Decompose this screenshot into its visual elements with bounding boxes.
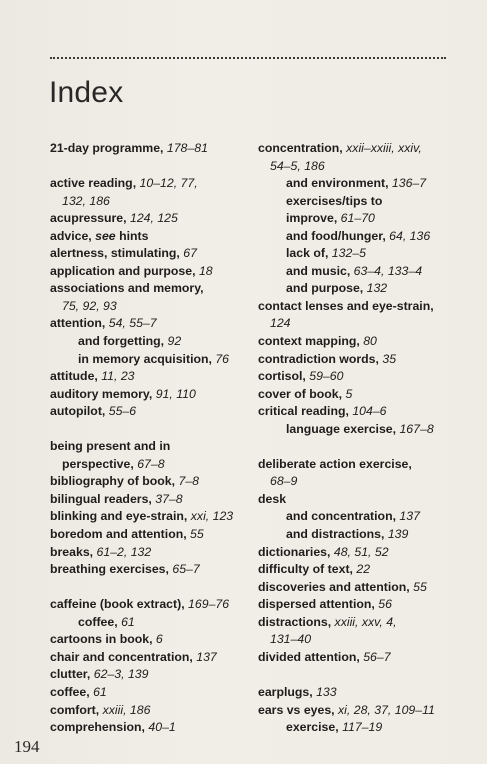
index-entry bbox=[258, 193, 458, 211]
index-entry bbox=[258, 280, 458, 298]
index-pages: 56 bbox=[378, 597, 392, 612]
index-term: perspective, bbox=[62, 456, 138, 471]
index-term: caffeine (book extract), bbox=[50, 597, 189, 612]
index-term: deliberate action exercise, bbox=[258, 456, 412, 471]
index-entry bbox=[50, 315, 260, 333]
index-pages: 80 bbox=[363, 334, 377, 349]
index-pages: 65–7 bbox=[172, 562, 200, 577]
page-number: 194 bbox=[14, 737, 40, 756]
index-pages: 91, 110 bbox=[155, 386, 196, 401]
letter-group-gap bbox=[258, 666, 458, 684]
index-entry bbox=[50, 351, 260, 369]
letter-group-gap bbox=[50, 421, 260, 439]
index-term: coffee, bbox=[50, 684, 94, 699]
index-pages: 18 bbox=[198, 263, 213, 278]
index-pages: 117–19 bbox=[342, 720, 383, 735]
index-term: critical reading, bbox=[258, 404, 353, 419]
index-entry bbox=[258, 175, 458, 193]
index-term: and purpose, bbox=[286, 281, 367, 296]
index-term: and forgetting, bbox=[78, 334, 168, 349]
index-pages: xxi, 123 bbox=[190, 509, 234, 524]
index-term: exercises/tips to bbox=[286, 193, 383, 208]
index-pages: 132 bbox=[366, 281, 388, 296]
index-pages: 40–1 bbox=[148, 720, 176, 735]
page-title: Index bbox=[49, 76, 124, 109]
index-term: bilingual readers, bbox=[50, 491, 156, 506]
index-term: concentration, bbox=[258, 141, 347, 155]
index-pages: 64, 136 bbox=[389, 228, 431, 243]
index-pages: 54–5, 186 bbox=[270, 158, 325, 173]
index-term: cortisol, bbox=[258, 369, 310, 384]
index-entry bbox=[50, 473, 260, 491]
index-term: and concentration, bbox=[286, 509, 400, 524]
index-pages: 61–70 bbox=[340, 211, 375, 226]
index-pages: 131–40 bbox=[270, 632, 312, 647]
index-entry bbox=[50, 403, 260, 421]
index-entry bbox=[50, 245, 260, 263]
index-entry bbox=[258, 368, 458, 386]
letter-group-gap bbox=[50, 579, 260, 597]
index-entry bbox=[50, 544, 260, 562]
index-entry bbox=[258, 526, 458, 544]
index-entry bbox=[258, 508, 458, 526]
index-entry bbox=[50, 526, 260, 544]
index-term: ears vs eyes, bbox=[258, 702, 339, 717]
index-term: comprehension, bbox=[50, 720, 149, 735]
index-pages: 59–60 bbox=[309, 369, 344, 384]
index-pages: 67–8 bbox=[137, 456, 165, 471]
index-term: cartoons in book, bbox=[50, 632, 156, 647]
index-entry bbox=[258, 579, 458, 597]
index-term: language exercise, bbox=[286, 421, 400, 436]
letter-group-gap bbox=[50, 158, 260, 176]
index-entry bbox=[50, 666, 260, 684]
index-entry bbox=[258, 403, 458, 421]
index-term: coffee, bbox=[78, 614, 122, 629]
index-pages: 67 bbox=[183, 246, 197, 261]
index-entry bbox=[258, 228, 458, 246]
index-entry bbox=[258, 684, 458, 702]
index-term: and distractions, bbox=[286, 527, 388, 542]
index-term: desk bbox=[258, 491, 287, 506]
index-pages: 10–12, 77, bbox=[139, 176, 198, 191]
index-pages: xxiii, xxv, 4, bbox=[334, 614, 397, 629]
index-term: earplugs, bbox=[258, 684, 317, 699]
index-pages: 56–7 bbox=[363, 649, 391, 664]
index-entry bbox=[50, 386, 260, 404]
index-entry bbox=[258, 245, 458, 263]
dotted-rule bbox=[50, 57, 446, 59]
index-entry bbox=[50, 280, 260, 298]
index-pages: 178–81 bbox=[166, 141, 208, 155]
index-term: auditory memory, bbox=[50, 386, 156, 401]
index-term: active reading, bbox=[50, 176, 140, 191]
index-entry bbox=[50, 631, 260, 649]
index-term: clutter, bbox=[50, 667, 94, 682]
index-entry bbox=[258, 315, 458, 333]
index-pages: 61–2, 132 bbox=[96, 544, 152, 559]
index-term: context mapping, bbox=[258, 334, 364, 349]
index-entry bbox=[258, 491, 458, 509]
index-pages: 5 bbox=[345, 386, 353, 401]
index-entry bbox=[50, 438, 260, 456]
index-pages: 48, 51, 52 bbox=[333, 544, 389, 559]
index-term: difficulty of text, bbox=[258, 562, 357, 577]
index-term: lack of, bbox=[286, 246, 332, 261]
index-pages: 133 bbox=[316, 684, 337, 699]
index-entry bbox=[50, 228, 260, 246]
index-entry bbox=[50, 140, 260, 158]
index-pages: 54, 55–7 bbox=[108, 316, 157, 331]
index-entry bbox=[50, 614, 260, 632]
index-entry bbox=[50, 702, 260, 720]
index-entry bbox=[50, 333, 260, 351]
index-entry bbox=[50, 298, 260, 316]
index-term: exercise, bbox=[286, 720, 343, 735]
index-entry bbox=[258, 473, 458, 491]
index-pages: 55 bbox=[413, 579, 427, 594]
index-pages: 137 bbox=[196, 649, 217, 664]
index-entry bbox=[258, 210, 458, 228]
index-term: and environment, bbox=[286, 176, 392, 191]
index-pages: 61 bbox=[93, 684, 107, 699]
index-term: contact lenses and eye-strain, bbox=[258, 298, 434, 313]
index-pages: 132, 186 bbox=[62, 193, 110, 208]
index-pages: 7–8 bbox=[178, 474, 199, 489]
index-term: dispersed attention, bbox=[258, 597, 379, 612]
index-entry bbox=[50, 193, 260, 211]
index-term: blinking and eye-strain, bbox=[50, 509, 191, 524]
index-pages: 167–8 bbox=[399, 421, 434, 436]
index-entry bbox=[50, 210, 260, 228]
index-term: associations and memory, bbox=[50, 281, 204, 296]
index-entry bbox=[258, 158, 458, 176]
index-pages: 55–6 bbox=[108, 404, 137, 419]
index-pages: 62–3, 139 bbox=[93, 667, 149, 682]
index-entry bbox=[258, 386, 458, 404]
index-term: 21-day programme, bbox=[50, 141, 167, 155]
index-pages: 139 bbox=[387, 527, 409, 542]
index-pages: 76 bbox=[215, 351, 230, 366]
index-term: autopilot, bbox=[50, 404, 109, 419]
index-entry bbox=[50, 175, 260, 193]
index-term: bibliography of book, bbox=[50, 474, 179, 489]
index-term: breaks, bbox=[50, 544, 97, 559]
index-term: divided attention, bbox=[258, 649, 364, 664]
index-pages: 124 bbox=[270, 316, 291, 331]
index-pages: 132–5 bbox=[331, 246, 366, 261]
index-entry bbox=[258, 614, 458, 632]
index-pages: 11, 23 bbox=[101, 369, 135, 384]
index-term: and food/hunger, bbox=[286, 228, 390, 243]
index-term: breathing exercises, bbox=[50, 562, 173, 577]
index-term: contradiction words, bbox=[258, 351, 383, 366]
index-entry bbox=[50, 684, 260, 702]
index-term: improve, bbox=[286, 211, 341, 226]
index-pages: 124, 125 bbox=[129, 211, 178, 226]
index-entry bbox=[258, 421, 458, 439]
index-term: advice, see hints bbox=[50, 228, 149, 243]
index-entry bbox=[50, 649, 260, 667]
index-term: dictionaries, bbox=[258, 544, 334, 559]
index-entry bbox=[50, 561, 260, 579]
index-column-left bbox=[50, 140, 260, 737]
index-pages: 35 bbox=[382, 351, 397, 366]
index-pages: 6 bbox=[155, 632, 163, 647]
index-pages: 169–76 bbox=[188, 597, 230, 612]
index-entry bbox=[50, 719, 260, 737]
index-pages: 104–6 bbox=[352, 404, 387, 419]
index-pages: 136–7 bbox=[391, 176, 427, 191]
index-term: acupressure, bbox=[50, 211, 130, 226]
index-entry bbox=[258, 298, 458, 316]
index-term: application and purpose, bbox=[50, 263, 199, 278]
index-entry bbox=[258, 263, 458, 281]
index-term: attitude, bbox=[50, 369, 102, 384]
index-entry bbox=[258, 719, 458, 737]
index-entry bbox=[50, 456, 260, 474]
index-pages: 75, 92, 93 bbox=[62, 298, 117, 313]
index-entry bbox=[258, 631, 458, 649]
index-pages: 37–8 bbox=[155, 491, 183, 506]
index-entry bbox=[258, 333, 458, 351]
index-term: being present and in bbox=[50, 439, 171, 454]
index-pages: xi, 28, 37, 109–11 bbox=[338, 702, 435, 717]
index-pages: 22 bbox=[356, 562, 371, 577]
index-entry bbox=[258, 561, 458, 579]
index-pages: xxii–xxiii, xxiv, bbox=[346, 141, 422, 155]
index-entry bbox=[258, 456, 458, 474]
index-entry bbox=[50, 491, 260, 509]
index-term: alertness, stimulating, bbox=[50, 246, 184, 261]
index-term: cover of book, bbox=[258, 386, 346, 401]
index-term: chair and concentration, bbox=[50, 649, 197, 664]
index-pages: 137 bbox=[399, 509, 420, 524]
index-entry bbox=[50, 368, 260, 386]
index-entry bbox=[258, 649, 458, 667]
index-column-right bbox=[258, 140, 458, 737]
letter-group-gap bbox=[258, 438, 458, 456]
index-term: boredom and attention, bbox=[50, 527, 191, 542]
index-entry bbox=[258, 140, 458, 158]
index-term: in memory acquisition, bbox=[78, 351, 216, 366]
index-entry bbox=[258, 351, 458, 369]
index-pages: 68–9 bbox=[270, 474, 298, 489]
index-entry bbox=[258, 596, 458, 614]
index-pages: 61 bbox=[121, 614, 135, 629]
index-term: attention, bbox=[50, 316, 109, 331]
index-pages: 92 bbox=[167, 334, 182, 349]
index-entry bbox=[258, 702, 458, 720]
index-entry bbox=[50, 508, 260, 526]
index-term: and music, bbox=[286, 263, 354, 278]
index-term: distractions, bbox=[258, 614, 335, 629]
index-entry bbox=[50, 263, 260, 281]
index-pages: 63–4, 133–4 bbox=[353, 263, 423, 278]
index-pages: 55 bbox=[190, 527, 204, 542]
index-pages: xxiii, 186 bbox=[102, 702, 151, 717]
index-term: discoveries and attention, bbox=[258, 579, 414, 594]
index-entry bbox=[258, 544, 458, 562]
index-entry bbox=[50, 596, 260, 614]
index-term: comfort, bbox=[50, 702, 103, 717]
